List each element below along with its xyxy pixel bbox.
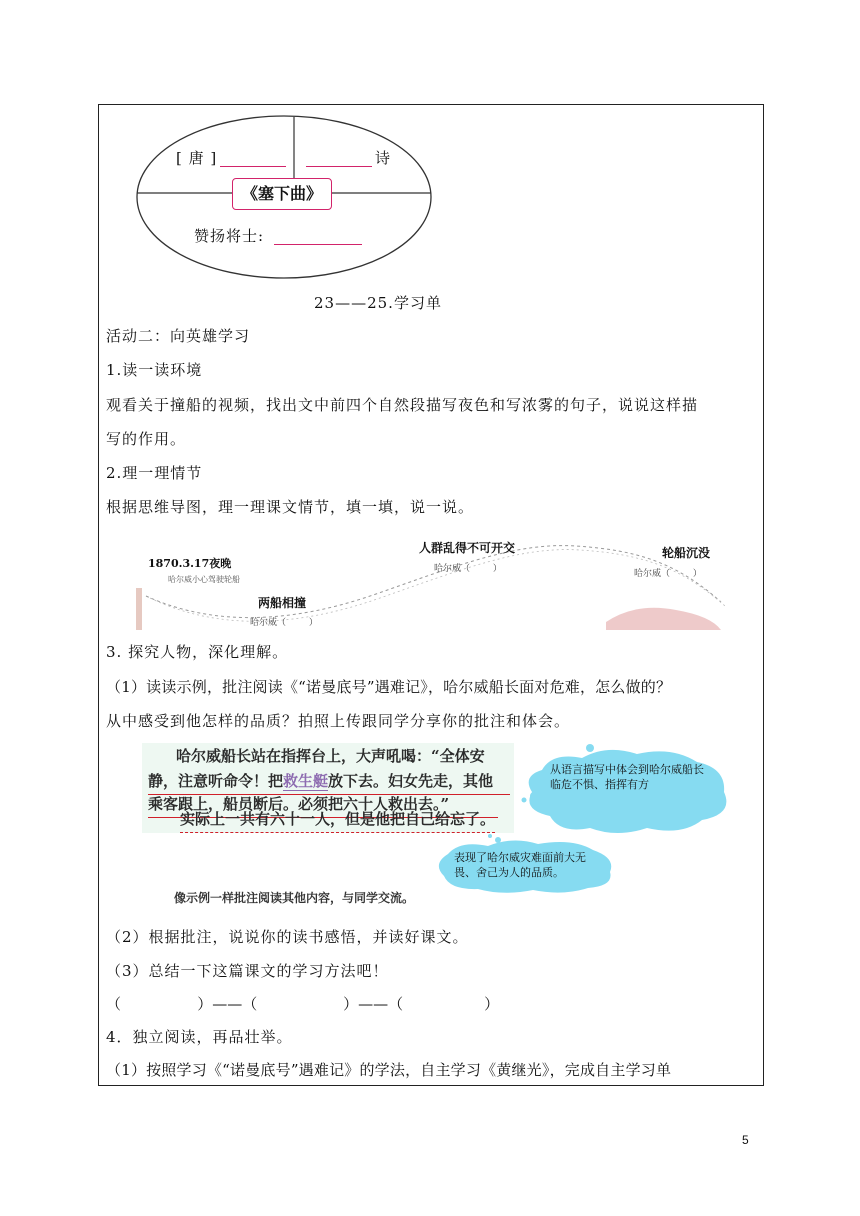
step1-text-line2: 写的作用。 bbox=[106, 430, 187, 448]
step4-heading: 4．独立阅读，再品壮举。 bbox=[106, 1028, 293, 1046]
poet-suffix: 诗 bbox=[375, 149, 392, 167]
plot-stage3-fill: 哈尔威（ ） bbox=[434, 564, 502, 574]
q2: （2）根据批注，说说你的读书感悟，并读好课文。 bbox=[106, 928, 469, 946]
plot-date: 1870.3.17夜晚 bbox=[148, 557, 232, 570]
cloud-comment-2-text: 表现了哈尔威灾难面前大无畏、舍己为人的品质。 bbox=[454, 851, 586, 879]
plot-stage2-fill: 哈尔威（ ） bbox=[250, 618, 318, 628]
plot-event1: 哈尔威小心驾驶轮船 bbox=[168, 575, 240, 584]
q3: （3）总结一下这篇课文的学习方法吧！ bbox=[106, 962, 389, 980]
annotation-line1: 哈尔威船长站在指挥台上，大声吼喝：“全体安 bbox=[176, 747, 485, 765]
step3-q1-line1: （1）读读示例，批注阅读《“诺曼底号”遇难记》，哈尔威船长面对危难，怎么做的？ bbox=[106, 678, 672, 696]
section-title: 23——25.学习单 bbox=[314, 294, 442, 312]
step3-q1-line2: 从中感受到他怎样的品质？拍照上传跟同学分享你的批注和体会。 bbox=[106, 712, 571, 730]
annotation-line2-a: 静，注意听命令！把 bbox=[148, 772, 284, 790]
author-blank bbox=[220, 166, 286, 167]
page-number: 5 bbox=[742, 1133, 749, 1147]
activity-title: 活动二：向英雄学习 bbox=[106, 327, 251, 345]
annotation-footer: 像示例一样批注阅读其他内容，与同学交流。 bbox=[174, 891, 415, 905]
dynasty-label: [ 唐 ] bbox=[176, 149, 218, 167]
plot-stage3: 人群乱得不可开交 bbox=[419, 541, 516, 555]
annotation-line3: 乘客跟上，船员断后。必须把六十人救出去。” bbox=[148, 792, 498, 818]
praise-blank bbox=[274, 244, 362, 245]
plot-stage4: 轮船沉没 bbox=[662, 546, 711, 560]
step1-text-line1: 观看关于撞船的视频，找出文中前四个自然段描写夜色和写浓雾的句子，说说这样描 bbox=[106, 396, 699, 414]
step4-q1: （1）按照学习《“诺曼底号”遇难记》的学法，自主学习《黄继光》，完成自主学习单 bbox=[106, 1061, 672, 1079]
plot-stage2: 两船相撞 bbox=[258, 596, 307, 610]
step3-heading: 3. 探究人物，深化理解。 bbox=[106, 643, 289, 661]
annotation-line4: 实际上一共有六十一人，但是他把自己给忘了。 bbox=[180, 807, 495, 833]
method-blanks: （ ）——（ ）——（ ） bbox=[106, 995, 500, 1013]
lifeboat-highlight: 救生艇 bbox=[283, 772, 329, 790]
annotation-line2-c: 放下去。妇女先走，其他 bbox=[328, 772, 494, 790]
step2-text: 根据思维导图，理一理课文情节，填一填，说一说。 bbox=[106, 498, 475, 516]
step2-heading: 2.理一理情节 bbox=[106, 464, 203, 482]
step1-heading: 1.读一读环境 bbox=[106, 361, 203, 379]
praise-label: 赞扬将士: bbox=[194, 227, 265, 245]
poem-title-box: 《塞下曲》 bbox=[232, 178, 332, 210]
poet-blank bbox=[306, 166, 372, 167]
plot-stage4-fill: 哈尔威（ ） bbox=[634, 569, 702, 579]
cloud-comment-1-text: 从语言描写中体会到哈尔威船长临危不惧、指挥有方 bbox=[550, 763, 704, 791]
